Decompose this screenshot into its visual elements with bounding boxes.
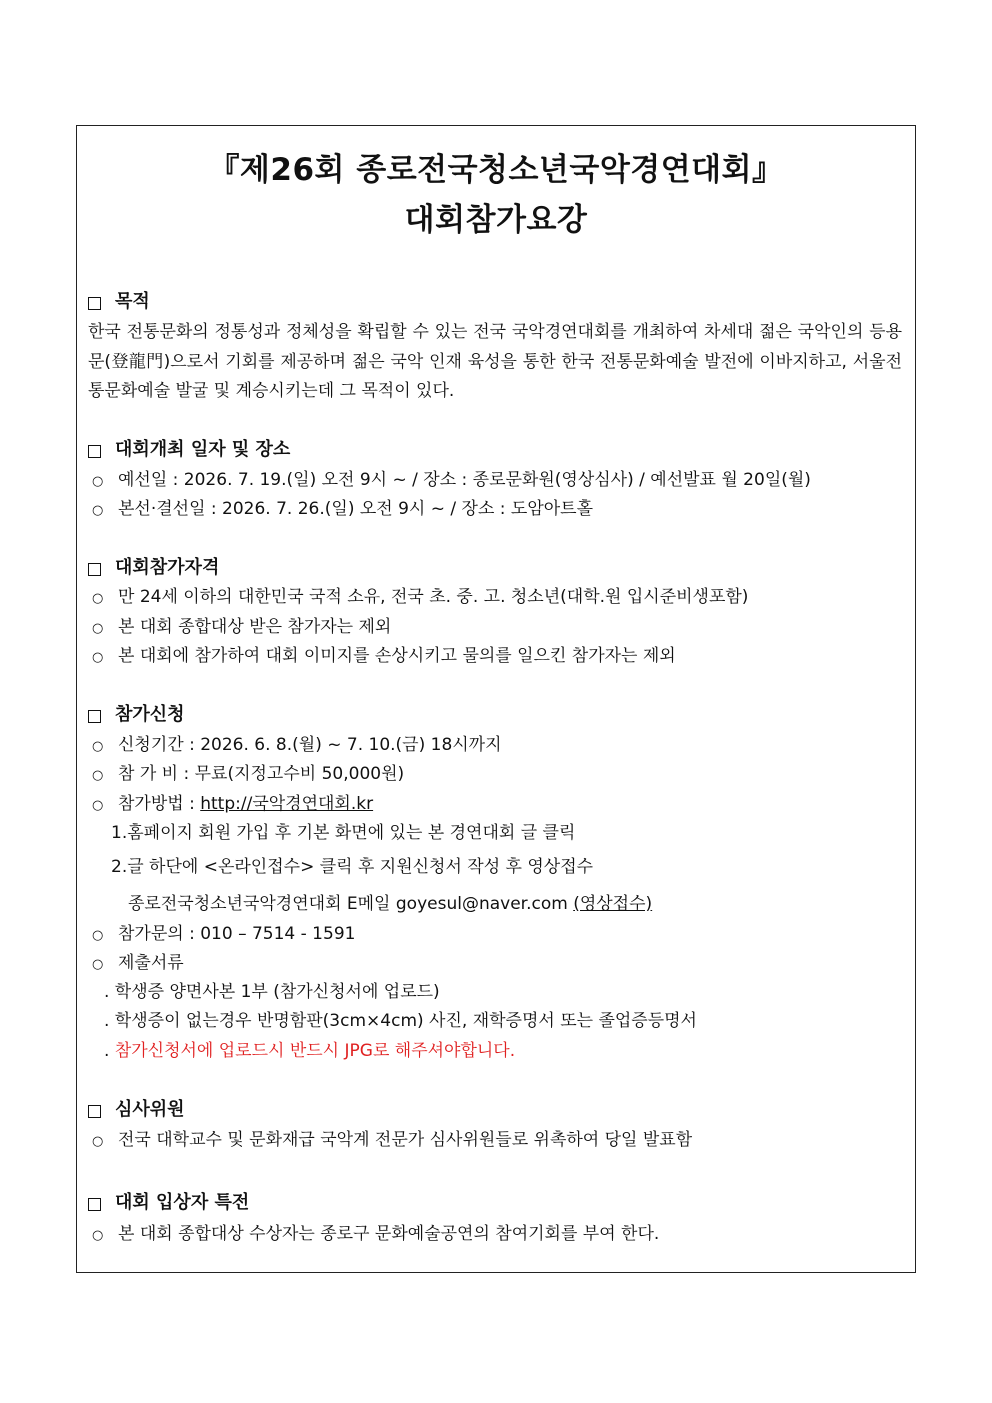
application-email: 종로전국청소년국악경연대회 E메일 goyesul@naver.com (영상접수): [128, 894, 653, 914]
list-item: ○ 본 대회 종합대상 받은 참가자는 제외: [92, 615, 391, 641]
circle-bullet-icon: ○: [92, 798, 104, 813]
square-checkbox-icon: [88, 1198, 101, 1211]
docs-item: . 학생증 양면사본 1부 (참가신청서에 업로드): [104, 982, 440, 1002]
list-item: ○ 만 24세 이하의 대한민국 국적 소유, 전국 초. 중. 고. 청소년(대학.원 입시준비생포함): [92, 585, 748, 611]
application-method: ○ 참가방법 : http://국악경연대회.kr: [92, 792, 373, 818]
document-frame: [76, 125, 916, 1273]
circle-bullet-icon: ○: [92, 928, 104, 943]
list-item: ○ 본선·결선일 : 2026. 7. 26.(일) 오전 9시 ~ / 장소 : 도암아트홀: [92, 497, 593, 523]
application-step-1: 1.홈페이지 회원 가입 후 기본 화면에 있는 본 경연대회 글 클릭: [111, 823, 576, 843]
application-period: ○ 신청기간 : 2026. 6. 8.(월) ~ 7. 10.(금) 18시까지: [92, 733, 502, 759]
circle-bullet-icon: ○: [92, 1134, 104, 1149]
docs-warning: . 참가신청서에 업로드시 반드시 JPG로 해주셔야합니다.: [104, 1041, 516, 1061]
section-heading-benefits: 대회 입상자 특전: [88, 1190, 249, 1216]
circle-bullet-icon: ○: [92, 1228, 104, 1243]
section-heading-application: 참가신청: [88, 702, 185, 728]
circle-bullet-icon: ○: [92, 957, 104, 972]
circle-bullet-icon: ○: [92, 474, 104, 489]
square-checkbox-icon: [88, 563, 101, 576]
circle-bullet-icon: ○: [92, 591, 104, 606]
square-checkbox-icon: [88, 1105, 101, 1118]
square-checkbox-icon: [88, 710, 101, 723]
document-title: 『제26회 종로전국청소년국악경연대회』: [208, 152, 784, 188]
list-item: ○ 본 대회 종합대상 수상자는 종로구 문화예술공연의 참여기회를 부여 한다.: [92, 1222, 659, 1248]
square-checkbox-icon: [88, 445, 101, 458]
website-link[interactable]: http://국악경연대회.kr: [200, 794, 374, 814]
section-heading-judges: 심사위원: [88, 1097, 185, 1123]
document-subtitle: 대회참가요강: [404, 202, 588, 238]
list-item: ○ 전국 대학교수 및 문화재급 국악계 전문가 심사위원들로 위촉하여 당일 발표함: [92, 1128, 692, 1154]
circle-bullet-icon: ○: [92, 503, 104, 518]
application-step-2: 2.글 하단에 <온라인접수> 클릭 후 지원신청서 작성 후 영상접수: [111, 857, 594, 877]
section-heading-schedule: 대회개최 일자 및 장소: [88, 437, 290, 463]
docs-item: . 학생증이 없는경우 반명함판(3cm×4cm) 사진, 재학증명서 또는 졸업증등명서: [104, 1011, 697, 1031]
circle-bullet-icon: ○: [92, 768, 104, 783]
section-heading-eligibility: 대회참가자격: [88, 555, 219, 581]
circle-bullet-icon: ○: [92, 650, 104, 665]
list-item: ○ 본 대회에 참가하여 대회 이미지를 손상시키고 물의를 일으킨 참가자는 제외: [92, 644, 676, 670]
circle-bullet-icon: ○: [92, 621, 104, 636]
application-inquiry: ○ 참가문의 : 010 – 7514 - 1591: [92, 922, 355, 948]
purpose-text: 한국 전통문화의 정통성과 정체성을 확립할 수 있는 전국 국악경연대회를 개최하여 차세대 젊은 국악인의 등용문(登龍門)으로서 기회를 제공하며 젊은 국악 인재 육성을 통한 한국 전통문화예술 발전에 이바지하고, 서울전통문화예술 발굴 및 계승시키는데 그 목적이 있다.: [88, 322, 902, 401]
video-submission-note: (영상접수): [573, 894, 653, 914]
application-docs-label: ○ 제출서류: [92, 951, 184, 977]
list-item: ○ 예선일 : 2026. 7. 19.(일) 오전 9시 ~ / 장소 : 종로문화원(영상심사) / 예선발표 월 20일(월): [92, 468, 811, 494]
application-fee: ○ 참 가 비 : 무료(지정고수비 50,000원): [92, 762, 404, 788]
square-checkbox-icon: [88, 297, 101, 310]
section-heading-purpose: 목적: [88, 289, 150, 315]
circle-bullet-icon: ○: [92, 739, 104, 754]
